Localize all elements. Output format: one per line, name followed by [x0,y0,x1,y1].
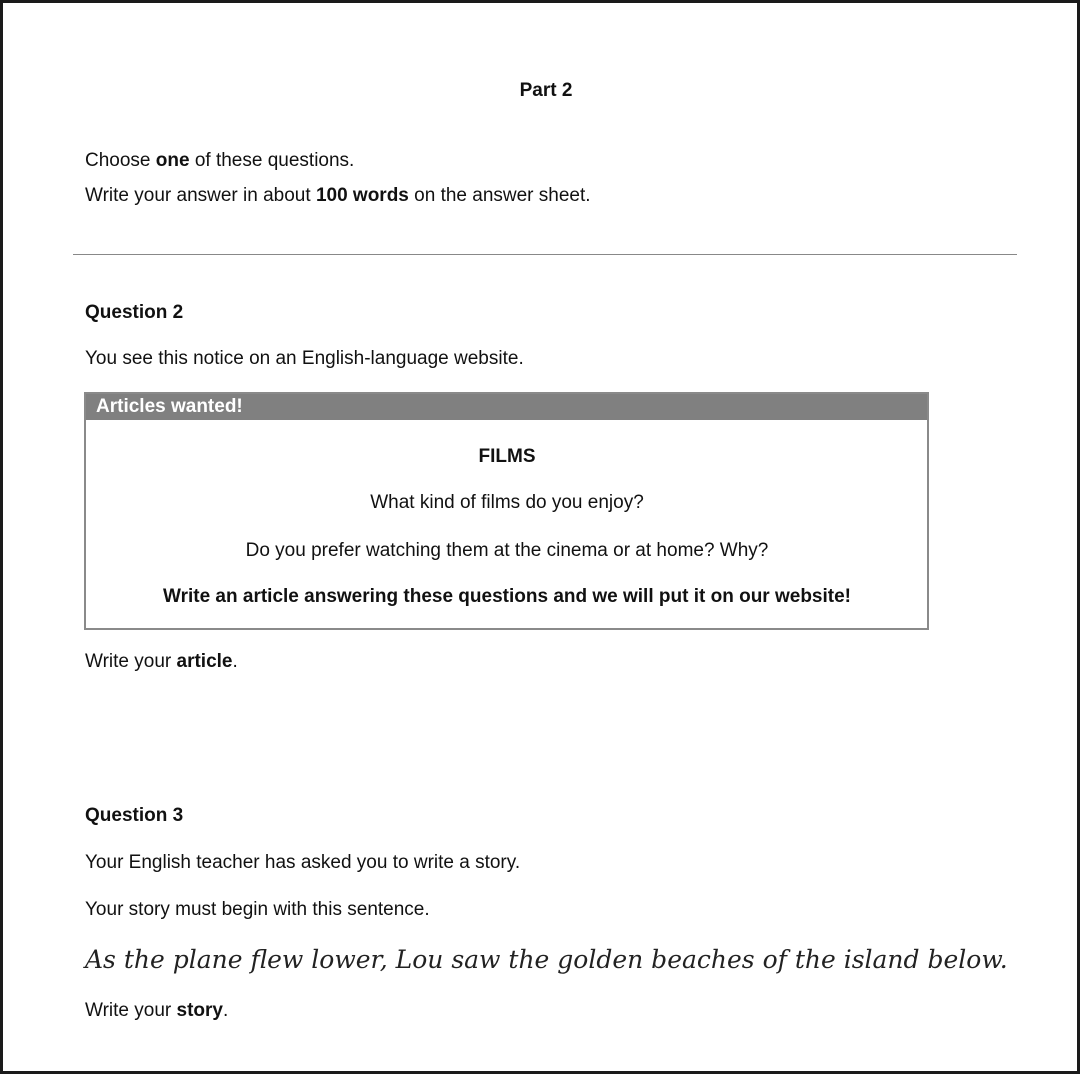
intro-line-2-after: on the answer sheet. [408,185,591,206]
question-3-instruction-after: . [222,1000,229,1021]
question-3-instruction-bold: story [176,1000,223,1021]
intro-line-1-before: Choose [85,150,156,171]
notice-box [84,392,929,630]
question-2-heading: Question 2 [85,302,184,323]
intro-line-2-before: Write your answer in about [85,185,316,206]
story-opening-sentence: As the plane flew lower, Lou saw the golden beaches of the island below. [85,945,1008,974]
question-2-instruction-bold: article [176,651,233,672]
section-divider [73,254,1017,255]
intro-line-2 [85,184,591,208]
question-2-instruction-before: Write your [85,651,177,672]
notice-question-1: What kind of films do you enjoy? [370,492,644,513]
question-3-prompt-1: Your English teacher has asked you to write a story. [85,852,521,873]
notice-header: Articles wanted! [86,394,927,420]
question-2-prompt: You see this notice on an English-language website. [85,348,524,369]
intro-line-2-bold: 100 words [315,185,409,206]
part-title: Part 2 [519,80,573,101]
question-2-instruction-after: . [232,651,238,672]
notice-question-2: Do you prefer watching them at the cinema or at home? Why? [245,540,769,561]
intro-line-1-bold: one [155,150,190,171]
question-3-instruction-before: Write your [85,1000,177,1021]
intro-line-1 [85,149,354,173]
notice-call-to-action: Write an article answering these questions and we will put it on our website! [163,586,851,607]
question-3-heading: Question 3 [85,805,184,826]
intro-line-1-after: of these questions. [189,150,355,171]
question-3-instruction [85,999,228,1023]
question-3-prompt-2: Your story must begin with this sentence. [85,899,430,920]
notice-title: FILMS [478,446,536,467]
question-2-instruction [85,650,238,674]
